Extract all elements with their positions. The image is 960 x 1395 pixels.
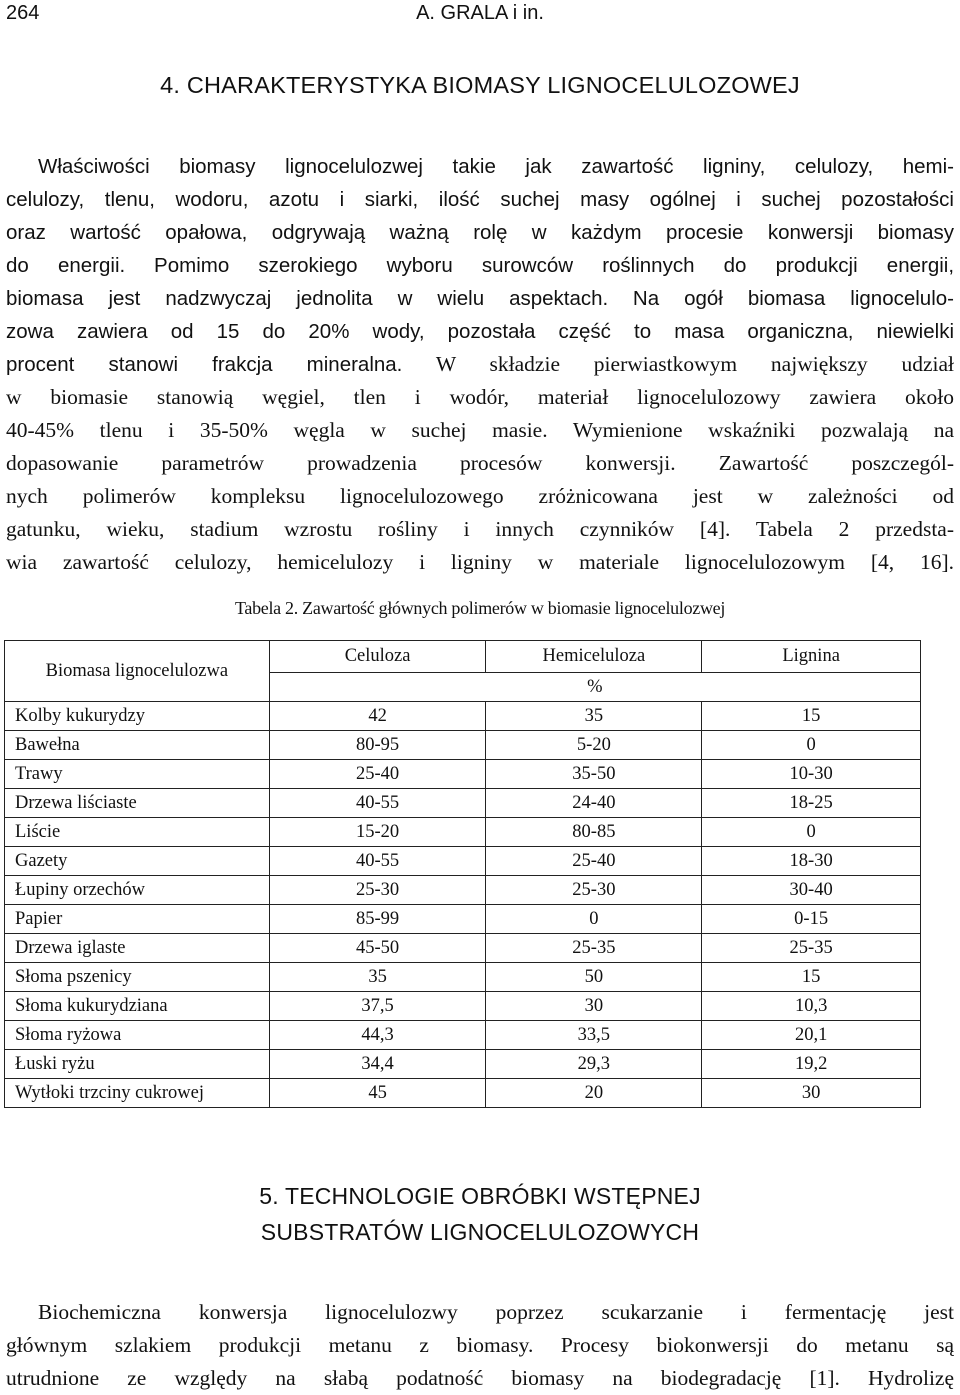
biomass-name-cell: Łuski ryżu <box>5 1050 270 1079</box>
hemicellulose-cell: 5-20 <box>486 731 702 760</box>
paragraph-line: celulozy, tlenu, wodoru, azotu i siarki, ilość suchej masy ogólnej i suchej pozostałości <box>6 188 954 211</box>
table-row <box>5 731 921 760</box>
table-caption: Tabela 2. Zawartość głównych polimerów w biomasie lignocelulozwej <box>234 598 726 618</box>
table-row <box>5 760 921 789</box>
hemicellulose-cell: 50 <box>486 963 702 992</box>
column-header-hemicellulose: Hemiceluloza <box>486 641 702 673</box>
paragraph-line: 40-45% tlenu i 35-50% węgla w suchej masie. Wymienione wskaźniki pozwalają na <box>6 418 954 442</box>
cellulose-cell: 85-99 <box>269 905 486 934</box>
cellulose-cell: 25-40 <box>269 760 486 789</box>
table-row <box>5 818 921 847</box>
paragraph-line: dopasowanie parametrów prowadzenia procesów konwersji. Zawartość poszczegól- <box>6 451 954 475</box>
paragraph-line: w biomasie stanowią węgiel, tlen i wodór, materiał lignocelulozowy zawiera około <box>6 385 954 409</box>
hemicellulose-cell: 30 <box>486 992 702 1021</box>
table-row <box>5 934 921 963</box>
biomass-name-cell: Bawełna <box>5 731 270 760</box>
table-row <box>5 847 921 876</box>
lignin-cell: 15 <box>702 963 921 992</box>
table-row <box>5 1079 921 1108</box>
cellulose-cell: 80-95 <box>269 731 486 760</box>
cellulose-cell: 45 <box>269 1079 486 1108</box>
biomass-name-cell: Drzewa liściaste <box>5 789 270 818</box>
paragraph-line: oraz wartość opałowa, odgrywają ważną rolę w każdym procesie konwersji biomasy <box>6 221 954 244</box>
cellulose-cell: 42 <box>269 702 486 731</box>
table-row <box>5 905 921 934</box>
cellulose-cell: 44,3 <box>269 1021 486 1050</box>
cellulose-cell: 37,5 <box>269 992 486 1021</box>
lignin-cell: 10,3 <box>702 992 921 1021</box>
biomass-name-cell: Wytłoki trzciny cukrowej <box>5 1079 270 1108</box>
lignin-cell: 0 <box>702 731 921 760</box>
paragraph-line: procent stanowi frakcja mineralna. W składzie pierwiastkowym największy udział <box>6 352 954 376</box>
paragraph-line: biomasa jest nadzwyczaj jednolita w wielu aspektach. Na ogół biomasa lignocelulo- <box>6 287 954 310</box>
biomass-name-cell: Słoma kukurydziana <box>5 992 270 1021</box>
section-4-heading: 4. CHARAKTERYSTYKA BIOMASY LIGNOCELULOZOWEJ <box>160 72 800 98</box>
lignin-cell: 18-30 <box>702 847 921 876</box>
paragraph-line: Właściwości biomasy lignocelulozwej takie jak zawartość ligniny, celulozy, hemi- <box>38 155 954 178</box>
paragraph-line: nych polimerów kompleksu lignocelulozowego zróżnicowana jest w zależności od <box>6 484 954 508</box>
hemicellulose-cell: 0 <box>486 905 702 934</box>
biomass-name-cell: Papier <box>5 905 270 934</box>
running-head <box>6 2 954 32</box>
cellulose-cell: 40-55 <box>269 847 486 876</box>
section-5-heading-line-2: SUBSTRATÓW LIGNOCELULOZOWYCH <box>260 1219 700 1245</box>
lignin-cell: 20,1 <box>702 1021 921 1050</box>
cellulose-cell: 45-50 <box>269 934 486 963</box>
table-row <box>5 963 921 992</box>
lignin-cell: 15 <box>702 702 921 731</box>
section-5-paragraph <box>6 1296 954 1395</box>
cellulose-cell: 40-55 <box>269 789 486 818</box>
polymer-content-table <box>4 640 921 1108</box>
table-row <box>5 789 921 818</box>
biomass-name-cell: Kolby kukurydzy <box>5 702 270 731</box>
paragraph-line: do energii. Pomimo szerokiego wyboru surowców roślinnych do produkcji energii, <box>6 254 954 277</box>
lignin-cell: 0-15 <box>702 905 921 934</box>
cellulose-cell: 15-20 <box>269 818 486 847</box>
hemicellulose-cell: 24-40 <box>486 789 702 818</box>
unit-label: % <box>269 673 920 702</box>
biomass-name-cell: Trawy <box>5 760 270 789</box>
lignin-cell: 30-40 <box>702 876 921 905</box>
hemicellulose-cell: 25-40 <box>486 847 702 876</box>
paragraph-line: wia zawartość celulozy, hemicelulozy i ligniny w materiale lignocelulozowym [4, 16]. <box>6 550 954 574</box>
hemicellulose-cell: 33,5 <box>486 1021 702 1050</box>
paragraph-line: Biochemiczna konwersja lignocelulozwy poprzez scukarzanie i fermentację jest <box>38 1300 954 1324</box>
biomass-name-cell: Gazety <box>5 847 270 876</box>
column-header-lignin: Lignina <box>702 641 921 673</box>
lignin-cell: 0 <box>702 818 921 847</box>
table-row <box>5 992 921 1021</box>
biomass-name-cell: Słoma pszenicy <box>5 963 270 992</box>
lignin-cell: 30 <box>702 1079 921 1108</box>
column-header-cellulose: Celuloza <box>269 641 486 673</box>
table-body <box>5 702 921 1108</box>
table-row <box>5 1021 921 1050</box>
hemicellulose-cell: 35 <box>486 702 702 731</box>
biomass-name-cell: Słoma ryżowa <box>5 1021 270 1050</box>
hemicellulose-cell: 35-50 <box>486 760 702 789</box>
hemicellulose-cell: 25-30 <box>486 876 702 905</box>
lignin-cell: 19,2 <box>702 1050 921 1079</box>
table-row <box>5 876 921 905</box>
cellulose-cell: 25-30 <box>269 876 486 905</box>
hemicellulose-cell: 25-35 <box>486 934 702 963</box>
paragraph-line: gatunku, wieku, stadium wzrostu rośliny i innych czynników [4]. Tabela 2 przedsta- <box>6 517 954 541</box>
cellulose-cell: 34,4 <box>269 1050 486 1079</box>
running-author: A. GRALA i in. <box>416 2 544 24</box>
table-row <box>5 702 921 731</box>
cellulose-cell: 35 <box>269 963 486 992</box>
biomass-name-cell: Liście <box>5 818 270 847</box>
paragraph-line: zowa zawiera od 15 do 20% wody, pozostała część to masa organiczna, niewielki <box>6 320 954 343</box>
section-4-paragraph <box>6 150 954 579</box>
column-header-biomass: Biomasa lignocelulozwa <box>5 641 270 702</box>
table-header-row <box>5 641 921 673</box>
section-5-heading-line-1: 5. TECHNOLOGIE OBRÓBKI WSTĘPNEJ <box>259 1183 701 1209</box>
biomass-name-cell: Łupiny orzechów <box>5 876 270 905</box>
lignin-cell: 10-30 <box>702 760 921 789</box>
paragraph-line: utrudnione ze względy na słabą podatność biomasy na biodegradację [1]. Hydrolizę <box>6 1366 954 1390</box>
table-row <box>5 1050 921 1079</box>
biomass-name-cell: Drzewa iglaste <box>5 934 270 963</box>
lignin-cell: 25-35 <box>702 934 921 963</box>
hemicellulose-cell: 80-85 <box>486 818 702 847</box>
lignin-cell: 18-25 <box>702 789 921 818</box>
hemicellulose-cell: 29,3 <box>486 1050 702 1079</box>
hemicellulose-cell: 20 <box>486 1079 702 1108</box>
page-number: 264 <box>6 2 40 24</box>
paragraph-line: głównym szlakiem produkcji metanu z biomasy. Procesy biokonwersji do metanu są <box>6 1333 954 1357</box>
